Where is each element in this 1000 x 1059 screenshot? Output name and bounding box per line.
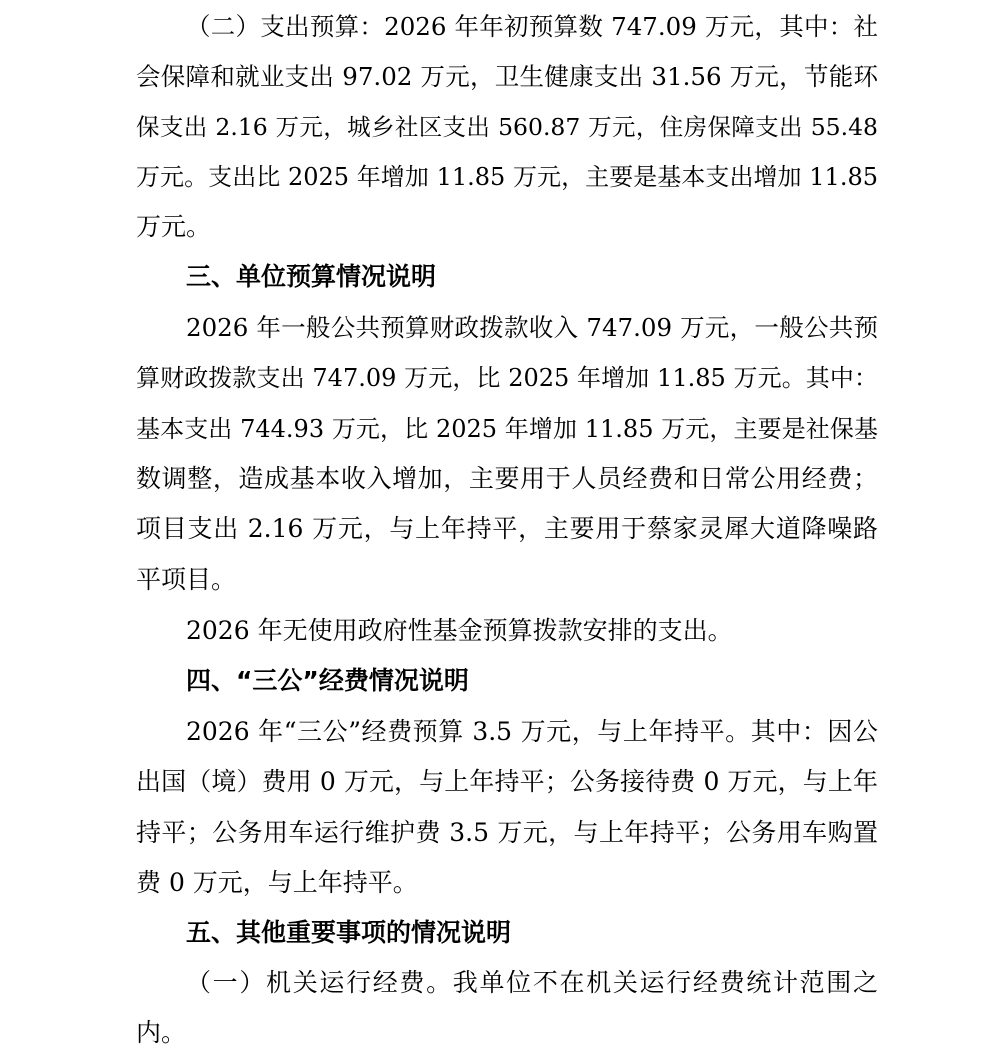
text-line: 2026 年一般公共预算财政拨款收入 747.09 万元，一般公共预 bbox=[186, 313, 878, 342]
section-four-heading: 四、“三公”经费情况说明 bbox=[186, 666, 469, 695]
section-five-heading: 五、其他重要事项的情况说明 bbox=[186, 918, 512, 947]
text-line: 平项目。 bbox=[136, 565, 237, 594]
text-line: 出国（境）费用 0 万元，与上年持平；公务接待费 0 万元，与上年 bbox=[136, 767, 878, 796]
text-line: 会保障和就业支出 97.02 万元，卫生健康支出 31.56 万元，节能环 bbox=[136, 62, 878, 91]
text-line: 费 0 万元，与上年持平。 bbox=[136, 868, 418, 897]
text-line: （二）支出预算：2026 年年初预算数 747.09 万元，其中：社 bbox=[186, 12, 878, 41]
text-line: （一）机关运行经费。我单位不在机关运行经费统计范围之 bbox=[186, 968, 878, 997]
text-line: 数调整，造成基本收入增加，主要用于人员经费和日常公用经费； bbox=[136, 464, 878, 493]
text-line: 万元。 bbox=[136, 212, 212, 241]
text-line: 2026 年“三公”经费预算 3.5 万元，与上年持平。其中：因公 bbox=[186, 717, 878, 746]
text-line: 万元。支出比 2025 年增加 11.85 万元，主要是基本支出增加 11.85 bbox=[136, 163, 878, 191]
text-line: 持平；公务用车运行维护费 3.5 万元，与上年持平；公务用车购置 bbox=[136, 818, 878, 847]
text-line: 基本支出 744.93 万元，比 2025 年增加 11.85 万元，主要是社保基 bbox=[136, 415, 878, 443]
government-fund-paragraph: 2026 年无使用政府性基金预算拨款安排的支出。 bbox=[186, 616, 733, 645]
text-line: 保支出 2.16 万元，城乡社区支出 560.87 万元，住房保障支出 55.48 bbox=[136, 113, 878, 141]
text-line: 算财政拨款支出 747.09 万元，比 2025 年增加 11.85 万元。其中： bbox=[136, 364, 878, 392]
text-line: 项目支出 2.16 万元，与上年持平，主要用于蔡家灵犀大道降噪路 bbox=[136, 514, 878, 543]
text-line: 内。 bbox=[136, 1018, 187, 1047]
section-three-heading: 三、单位预算情况说明 bbox=[186, 262, 437, 291]
